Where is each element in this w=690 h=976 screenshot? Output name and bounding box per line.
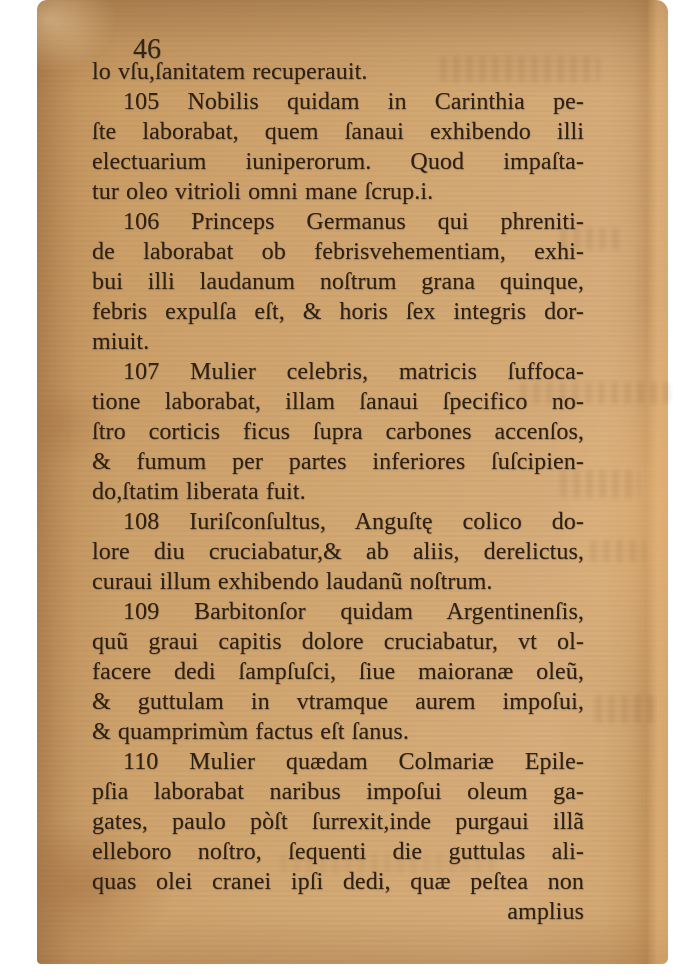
text-line-paragraph-110: 110 Mulier quædam Colmariæ Epile-	[123, 749, 584, 775]
text-line: & guttulam in vtramque aurem impoſui,	[92, 689, 584, 715]
text-block	[92, 57, 584, 927]
text-line: facere dedi ſampſuſci, ſiue maioranæ oleũ,	[92, 659, 584, 685]
text-line: tur oleo vitrioli omni mane ſcrup.i.	[92, 179, 434, 205]
bleed-through-mark	[595, 695, 655, 723]
text-line: pſia laborabat naribus impoſui oleum ga-	[92, 779, 584, 805]
text-line: bui illi laudanum noſtrum grana quinque,	[92, 269, 584, 295]
book-page	[37, 0, 668, 964]
text-line: lore diu cruciabatur,& ab aliis, derelictus,	[92, 539, 584, 565]
text-line: elleboro noſtro, ſequenti die guttulas ali-	[92, 839, 584, 865]
page-number: 46	[133, 34, 161, 65]
text-line-paragraph-109: 109 Barbitonſor quidam Argentinenſis,	[123, 599, 584, 625]
text-line: & quamprimùm factus eſt ſanus.	[92, 719, 409, 745]
text-line: electuarium iuniperorum. Quod impaſta-	[92, 149, 584, 175]
text-line: quũ graui capitis dolore cruciabatur, vt ol-	[92, 629, 584, 655]
text-line: febris expulſa eſt, & horis ſex integris dor-	[92, 299, 584, 325]
catchword: amplius	[507, 899, 584, 925]
bleed-through-mark	[590, 540, 645, 562]
text-line: do,ſtatim liberata fuit.	[92, 479, 306, 505]
text-line-paragraph-108: 108 Iuriſconſultus, Anguſtę colico do-	[123, 509, 584, 535]
text-line: ſte laborabat, quem ſanaui exhibendo illi	[92, 119, 584, 145]
text-line: quas olei cranei ipſi dedi, quæ peſtea non	[92, 869, 584, 895]
text-line: & fumum per partes inferiores ſuſcipien-	[92, 449, 584, 475]
text-line: lo vſu,ſanitatem recuperauit.	[92, 59, 368, 85]
text-line: de laborabat ob febrisvehementiam, exhi-	[92, 239, 584, 265]
text-line: tione laborabat, illam ſanaui ſpecifico no-	[92, 389, 584, 415]
text-line: miuit.	[92, 329, 150, 355]
text-line-paragraph-106: 106 Princeps Germanus qui phreniti-	[123, 209, 584, 235]
text-line: curaui illum exhibendo laudanũ noſtrum.	[92, 569, 493, 595]
text-line-paragraph-107: 107 Mulier celebris, matricis ſuffoca-	[123, 359, 584, 385]
text-line-paragraph-105: 105 Nobilis quidam in Carinthia pe-	[123, 89, 584, 115]
text-line: ſtro corticis ficus ſupra carbones accenſos,	[92, 419, 584, 445]
text-line: gates, paulo pòſt ſurrexit,inde purgaui illã	[92, 809, 584, 835]
